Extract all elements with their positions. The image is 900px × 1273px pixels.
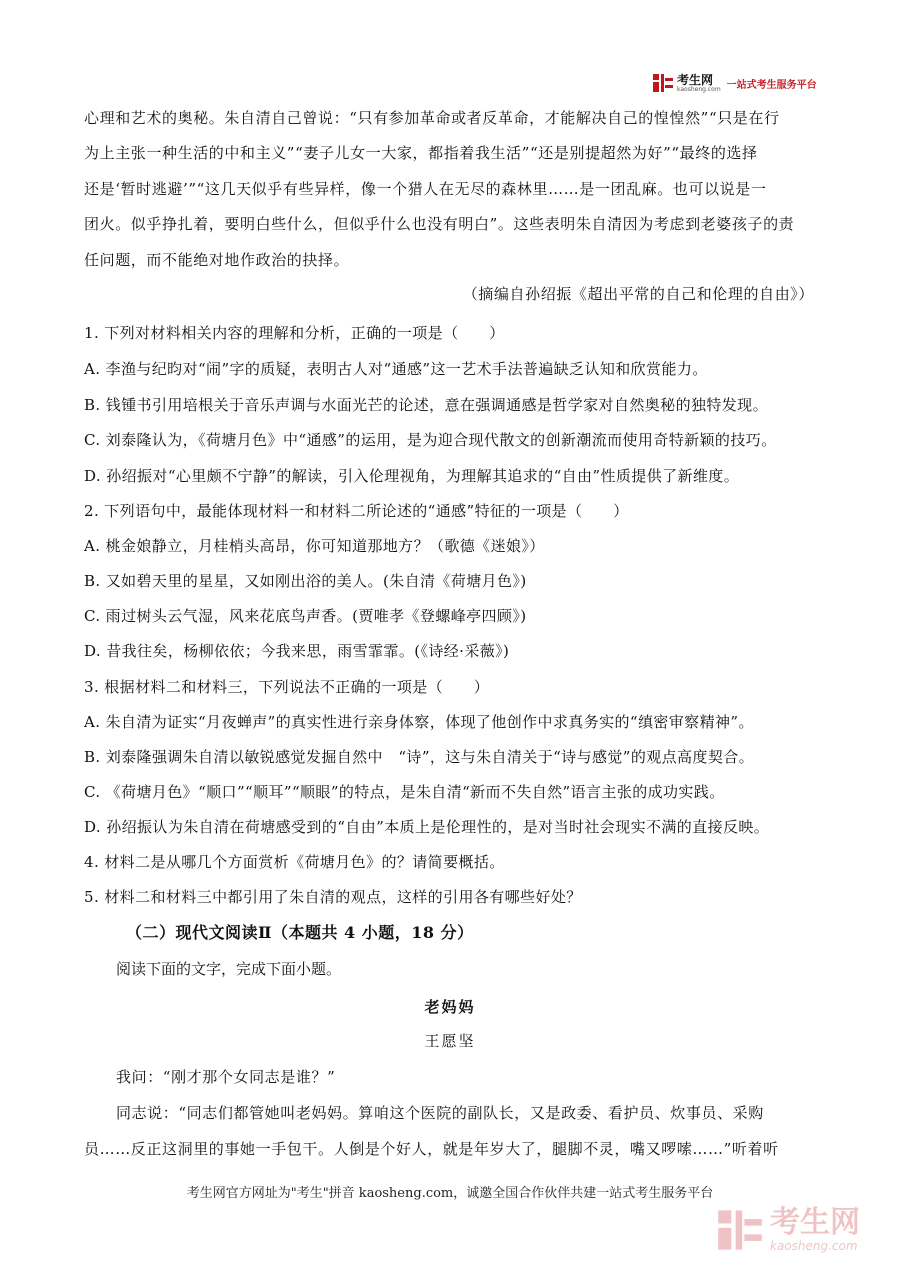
question-3-stem: 3. 根据材料二和材料三，下列说法不正确的一项是（ ） xyxy=(84,678,490,696)
watermark-domain: kaosheng.com xyxy=(770,1239,858,1253)
story-dialog-line: 我问：“刚才那个女同志是谁？” xyxy=(116,1068,336,1086)
watermark-name: 考生网 xyxy=(770,1205,860,1240)
question-3-option-a: A. 朱自清为证实“月夜蝉声”的真实性进行亲身体察，体现了他创作中求真务实的“缜密审察精神”。 xyxy=(84,713,754,731)
kaosheng-logo-icon xyxy=(652,72,674,94)
story-title: 老妈妈 xyxy=(424,998,476,1016)
section-intro: 阅读下面的文字，完成下面小题。 xyxy=(116,960,342,978)
passage-paragraph xyxy=(84,101,816,278)
question-1-option-b: B. 钱锺书引用培根关于音乐声调与水面光芒的论述，意在强调通感是哲学家对自然奥秘的独特发现。 xyxy=(84,396,768,414)
passage-line: 心理和艺术的奥秘。朱自清自己曾说：“只有参加革命或者反革命，才能解决自己的惶惶然”“只是在行 xyxy=(84,109,780,127)
question-2-stem: 2. 下列语句中，最能体现材料一和材料二所论述的“通感”特征的一项是（ ） xyxy=(84,502,629,520)
story-dialog-line: 员……反正这洞里的事她一手包干。人倒是个好人，就是年岁大了，腿脚不灵，嘴又啰嗦……”听着听 xyxy=(84,1140,779,1158)
passage-line: 还是‘暂时逃避’”“这几天似乎有些异样，像一个猎人在无尽的森林里……是一团乱麻。也可以说是一 xyxy=(84,179,767,198)
question-1-option-d: D. 孙绍振对“心里颇不宁静”的解读，引入伦理视角，为理解其追求的“自由”性质提供了新维度。 xyxy=(84,467,740,485)
question-1-option-a: A. 李渔与纪昀对“闹”字的质疑，表明古人对“通感”这一艺术手法普遍缺乏认知和欣赏能力。 xyxy=(84,360,708,378)
section-title: （二）现代文阅读Ⅱ（本题共 4 小题，18 分） xyxy=(126,923,474,942)
question-3-option-d: D. 孙绍振认为朱自清在荷塘感受到的“自由”本质上是伦理性的，是对当时社会现实不满的直接反映。 xyxy=(84,818,770,836)
watermark xyxy=(716,1206,860,1254)
question-1-option-c: C. 刘泰隆认为，《荷塘月色》中“通感”的运用，是为迎合现代散文的创新潮流而使用奇特新颖的技巧。 xyxy=(84,431,777,449)
passage-source: （摘编自孙绍振《超出平常的自己和伦理的自由》） xyxy=(462,285,814,303)
question-4: 4. 材料二是从哪几个方面赏析《荷塘月色》的？请简要概括。 xyxy=(84,853,505,871)
logo-slogan: 一站式考生服务平台 xyxy=(726,79,817,91)
kaosheng-watermark-icon xyxy=(716,1206,764,1254)
story-dialog-line: 同志说：“同志们都管她叫老妈妈。算咱这个医院的副队长，又是政委、看护员、炊事员、采购 xyxy=(116,1104,764,1122)
page-footer: 考生网官方网址为"考生"拼音 kaosheng.com，诚邀全国合作伙伴共建一站式考生服务平台 xyxy=(186,1186,714,1201)
header-logo xyxy=(652,72,817,94)
passage-line: 任问题，而不能绝对地作政治的抉择。 xyxy=(84,250,350,269)
logo-name: 考生网 xyxy=(677,72,714,87)
question-2-option-a: A. 桃金娘静立，月桂梢头高昂，你可知道那地方？（歌德《迷娘》） xyxy=(84,537,545,555)
passage-line: 团火。似乎挣扎着，要明白些什么，但似乎什么也没有明白”。这些表明朱自清因为考虑到老婆孩子的责 xyxy=(84,215,795,234)
passage-line: 为上主张一种生活的中和主义”“妻子儿女一大家，都指着我生活”“还是别提超然为好”“最终的选择 xyxy=(84,144,758,163)
question-3-option-c: C. 《荷塘月色》“顺口”“顺耳”“顺眼”的特点，是朱自清“新而不失自然”语言主张的成功实践。 xyxy=(84,783,725,801)
logo-domain: kaosheng.com xyxy=(677,85,721,93)
question-1-stem: 1. 下列对材料相关内容的理解和分析，正确的一项是（ ） xyxy=(84,324,505,342)
question-2-option-d: D. 昔我往矣，杨柳依依；今我来思，雨雪霏霏。(《诗经·采薇》) xyxy=(84,642,510,660)
question-2-option-b: B. 又如碧天里的星星，又如刚出浴的美人。(朱自清《荷塘月色》) xyxy=(84,572,527,590)
story-author: 王愿坚 xyxy=(424,1032,476,1050)
question-3-option-b: B. 刘泰隆强调朱自清以敏锐感觉发掘自然中 “诗”，这与朱自清关于“诗与感觉”的观点高度契合。 xyxy=(84,748,755,766)
question-2-option-c: C. 雨过树头云气湿，风来花底鸟声香。(贾唯孝《登螺峰亭四顾》) xyxy=(84,607,527,625)
question-5: 5. 材料二和材料三中都引用了朱自清的观点，这样的引用各有哪些好处？ xyxy=(84,888,582,906)
